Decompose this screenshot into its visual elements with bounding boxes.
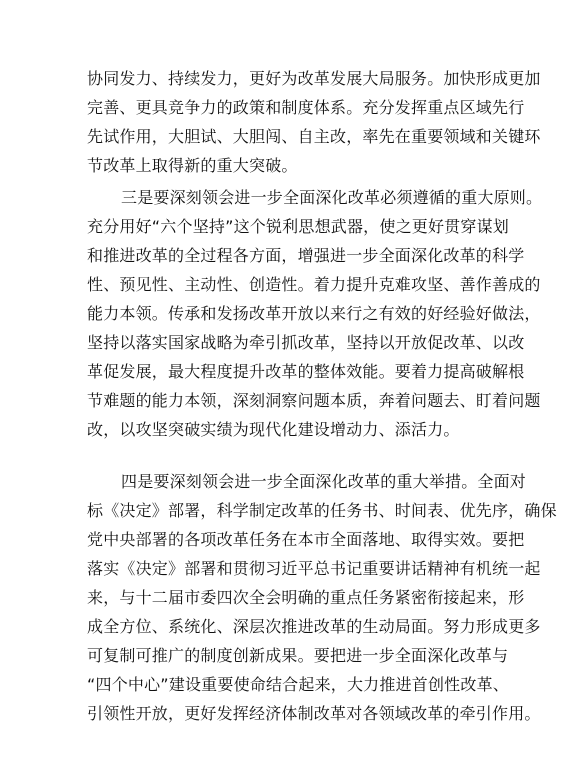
- paragraph-line: 充分用好“六个坚持”这个锐利思想武器，使之更好贯穿谋划: [87, 217, 509, 236]
- paragraph-line: 三是要深刻领会进一步全面深化改革必须遵循的重大原则。: [121, 188, 543, 207]
- paragraph-line: 完善、更具竞争力的政策和制度体系。充分发挥重点区域先行: [87, 98, 525, 117]
- paragraph-line: 可复制可推广的制度创新成果。要把进一步全面深化改革与: [87, 646, 509, 665]
- paragraph-1: [87, 64, 541, 180]
- paragraph-3: [87, 467, 557, 728]
- paragraph-line: 四是要深刻领会进一步全面深化改革的重大举措。全面对: [121, 472, 527, 491]
- paragraph-line: 能力本领。传承和发扬改革开放以来行之有效的好经验好做法，: [87, 304, 541, 323]
- paragraph-line: “四个中心”建设重要使命结合起来，大力推进首创性改革、: [87, 675, 509, 694]
- paragraph-line: 引领性开放，更好发挥经济体制改革对各领域改革的牵引作用。: [87, 704, 541, 723]
- paragraph-line: 成全方位、系统化、深层次推进改革的生动局面。努力形成更多: [87, 617, 541, 636]
- paragraph-2: [87, 183, 543, 444]
- paragraph-line: 节改革上取得新的重大突破。: [87, 156, 298, 175]
- paragraph-line: 革促发展，最大程度提升改革的整体效能。要着力提高破解根: [87, 362, 525, 381]
- paragraph-line: 改，以攻坚突破实绩为现代化建设增动力、添活力。: [87, 420, 460, 439]
- paragraph-line: 标《决定》部署，科学制定改革的任务书、时间表、优先序，确保: [87, 501, 557, 520]
- paragraph-line: 先试作用，大胆试、大胆闯、自主改，率先在重要领域和关键环: [87, 127, 541, 146]
- paragraph-line: 性、预见性、主动性、创造性。着力提升克难攻坚、善作善成的: [87, 275, 541, 294]
- paragraph-line: 落实《决定》部署和贯彻习近平总书记重要讲话精神有机统一起: [87, 559, 541, 578]
- paragraph-line: 协同发力、持续发力，更好为改革发展大局服务。加快形成更加: [87, 69, 541, 88]
- paragraph-line: 党中央部署的各项改革任务在本市全面落地、取得实效。要把: [87, 530, 525, 549]
- paragraph-line: 来，与十二届市委四次全会明确的重点任务紧密衔接起来，形: [87, 588, 525, 607]
- paragraph-line: 节难题的能力本领，深刻洞察问题本质，奔着问题去、盯着问题: [87, 391, 541, 410]
- paragraph-line: 坚持以落实国家战略为牵引抓改革，坚持以开放促改革、以改: [87, 333, 525, 352]
- paragraph-line: 和推进改革的全过程各方面，增强进一步全面深化改革的科学: [87, 246, 525, 265]
